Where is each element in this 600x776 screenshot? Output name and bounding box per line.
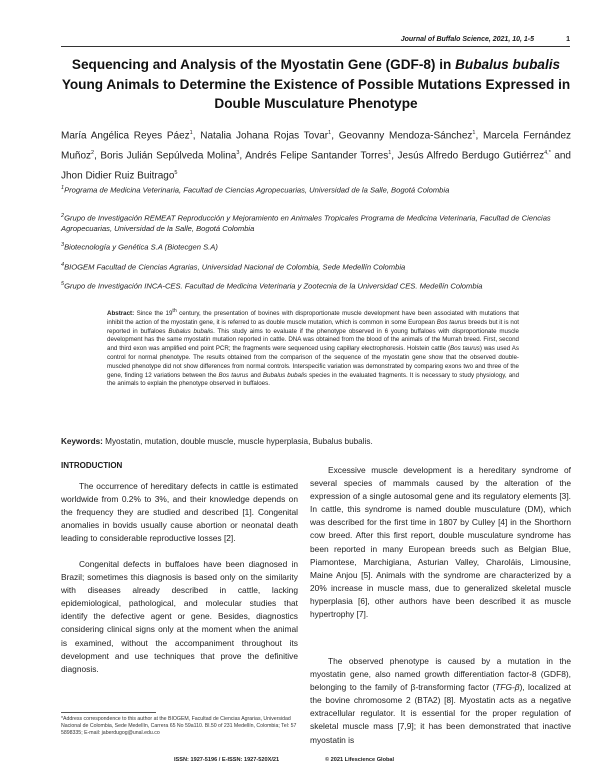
abstract-species: Bubalus bubalis: [168, 327, 214, 335]
intro-paragraph-2: Congenital defects in buffaloes have been diagnosed in Brazil; sometimes this diagnosis is based only on the similarity with diseases already described in cattle, lacking epidemiological, pathological, and molecular studies that identify the defective agent or gene. Besides, diagnostics considering clinical signs only at the moment when the animal is examined, without the accompaniment throughout its development and use techniques that prove the definitive diagnosis.: [61, 559, 298, 674]
intro-p4-text: The observed phenotype is caused by a mutation in the myostatin gene, also named growth differentiation factor-8 (GDF8), belonging to the family of β-transforming factor (: [310, 656, 571, 693]
author: Boris Julián Sepúlveda Molina: [100, 150, 237, 162]
author: Jesús Alfredo Berdugo Gutiérrez: [397, 150, 545, 162]
keywords-text: Myostatin, mutation, double muscle, muscle hyperplasia, Bubalus bubalis.: [102, 437, 373, 446]
footer-issn: ISSN: 1927-5196 / E-ISSN: 1927-520X/21: [174, 757, 280, 763]
abstract-species: Bubalus bubalis: [262, 371, 307, 379]
title-part2: Young Animals to Determine the Existence of Possible Mutations Expressed in Double Musculature Phenotype: [61, 76, 571, 111]
author: Geovanny Mendoza-Sánchez: [338, 130, 473, 142]
abstract: [107, 307, 519, 389]
author: María Angélica Reyes Páez: [61, 130, 190, 142]
intro-paragraph-4: [310, 655, 571, 747]
author: Marcela Fernández Muñoz: [61, 130, 572, 162]
affiliation: [61, 183, 571, 196]
author-sup: 1: [189, 130, 193, 136]
author-sup: 3: [236, 149, 240, 156]
abstract-text: breeds but it is not reported in buffaloes: [107, 318, 519, 335]
title-species: Bubalus bubalis: [455, 57, 561, 72]
author-list: María Angélica Reyes Páez$^1$, Natalia Johana Rojas Tovar$^1$, Geovanny Mendoza-Sánchez$^1$, Marcela Fernández Muñoz$^2$, Boris Julián Sepúlveda Molina$^3$, Andrés Felipe Santander Torres$^1$, Jesús Alfredo Berdugo Gutiérrez$^{4,*}$ and Jhon Didier Ruiz Buitrago$^5$: [61, 130, 572, 181]
author-sup: 1: [328, 130, 332, 136]
affiliation: [61, 260, 571, 273]
affiliation-sup: 3: [61, 242, 65, 248]
abstract-text: and: [248, 371, 263, 379]
intro-p4-tfg: TFG-β: [495, 682, 520, 693]
affiliation-sup: 5: [61, 281, 65, 287]
keywords-label: Keywords:: [61, 437, 103, 446]
abstract-text: species in the evaluated fragments. It is necessary to study physiology, and the animals to explain the phenotype observed in buffaloes.: [107, 371, 520, 388]
affiliation-text: Grupo de Investigación REMEAT Reproducción y Mejoramiento en Animales Tropicales Programa de Medicina Veterinaria, Facultad de Ciencias Agropecuarias, Universidad de la Salle, Bogotá Colombia: [61, 213, 551, 234]
abstract-species: Bos taurus: [450, 345, 480, 353]
author: Jhon Didier Ruiz Buitrago: [61, 169, 175, 181]
affiliation: [61, 279, 571, 292]
intro-paragraph-3: Excessive muscle development is a hereditary syndrome of several species of mammals caused by the alteration of the expression of a single autosomal gene and its regulatory elements [3]. In cattle, this syndrome is named double musculature (DM), which was described for the first time in 1807 by Culley [4] in the Shorthorn cow breed. After this first report, double musculature syndrome has been reported in many European breeds such as Belgian Blue, Piamontese, Marchigiana, Asturian Valley, Charoláis, Limousine, Maine Anjou [5]. Animals with the syndrome are characterized by a 20% increase in muscle mass, due to generalized skeletal muscle hyperplasia [6], other authors have been described it as muscle hypertrophy [7].: [310, 465, 571, 620]
page-number: 1: [566, 36, 570, 43]
article-title: [61, 55, 571, 114]
authors-and: and: [554, 150, 571, 162]
footer-copyright: © 2021 Lifescience Global: [325, 757, 395, 763]
affiliation-text: BIOGEM Facultad de Ciencias Agrarias, Universidad Nacional de Colombia, Sede Medellín Colombia: [64, 262, 406, 272]
author-sup: 4,*: [544, 149, 551, 156]
affiliation-sup: 1: [61, 185, 65, 191]
author-sup: 2: [91, 149, 95, 156]
intro-p4-text: ), localized at the bovine chromosome 2 (BTA2) [8]. Myostatin acts as a negative extracellular regulator. It is essential for the proper regulation of skeletal muscle mass [7,9]; it has been demonstrated that inactive myostatin is: [310, 682, 571, 745]
affiliation-sup: 4: [61, 262, 65, 268]
author-sup: 1: [472, 130, 476, 136]
abstract-label: Abstract:: [107, 310, 135, 318]
abstract-sup: th: [172, 308, 177, 314]
affiliation-text: Programa de Medicina Veterinaria, Facultad de Ciencias Agropecuarias, Universidad de la Salle, Bogotá Colombia: [64, 185, 450, 195]
abstract-species: Bos taurus: [436, 318, 467, 326]
section-heading-introduction: INTRODUCTION: [61, 461, 123, 470]
header-rule: [61, 46, 570, 47]
running-header-journal: Journal of Buffalo Science, 2021, 10, 1-5: [400, 36, 534, 43]
affiliation: [61, 240, 571, 253]
abstract-text: century, the presentation of bovines with disproportionate muscle development have been associated with mutations that inhibit the action of the myostatin gene, it is referred to as double muscle mutation, which is common in some European: [107, 310, 519, 326]
abstract-species: Bos taurus: [218, 371, 249, 379]
keywords: [61, 437, 373, 446]
author: Andrés Felipe Santander Torres: [245, 150, 389, 162]
author-sup: 1: [388, 149, 392, 156]
author-sup: 5: [174, 169, 178, 176]
footnote-rule: [61, 712, 156, 713]
affiliation-text: Biotecnología y Genética S.A (Biotecgen S.A): [64, 242, 218, 252]
affiliation-sup: 2: [61, 213, 65, 219]
affiliation: [61, 211, 571, 235]
correspondence-footnote: *Address correspondence to this author at the BIOGEM, Facultad de Ciencias Agrarias, Universidad Nacional de Colombia, Sede Medellín, Carrera 65 No 59a110. Bl.50 of 231 Medellín, Colombia; Tel: 57 5898335; E-mail: jaberdugog@unal.edu.co: [61, 716, 297, 736]
intro-paragraph-1: The occurrence of hereditary defects in cattle is estimated worldwide from 0.2% to 3%, and their knowledge depends on the frequency they are studied and described [1]. Congenital anomalies in bovids usually cause abortion or neonatal death leading to considerable reproductive losses [2].: [61, 481, 298, 544]
affiliation-text: Grupo de Investigación INCA-CES. Facultad de Medicina Veterinaria y Zootecnia de la Universidad CES. Medellín Colombia: [64, 281, 483, 291]
author: Natalia Johana Rojas Tovar: [200, 130, 329, 142]
abstract-text: Since the 19: [134, 310, 173, 318]
abstract-text: . This study aims to evaluate if the phenotype observed in 6 young buffaloes with disproportionate muscle development has the same myostatin mutation reported in cattle. DNA was obtained from the blood of the animals of the Murrah breed. First, second and third exon was amplified end point PCR; the fragments were sequenced using capillary electrophoresis. Holstein cattle (: [107, 327, 519, 353]
title-part1: Sequencing and Analysis of the Myostatin Gene (GDF-8) in: [71, 57, 452, 72]
abstract-text: ) was used As control for normal phenotype. The results obtained from the comparison of the sequence of the myostatin gene show that the observed double-muscled phenotype did not show differences from normal controls. Interspecific variation was demonstrated by comparing exons two and three of the gene, finding 12 variations between the: [107, 345, 519, 379]
